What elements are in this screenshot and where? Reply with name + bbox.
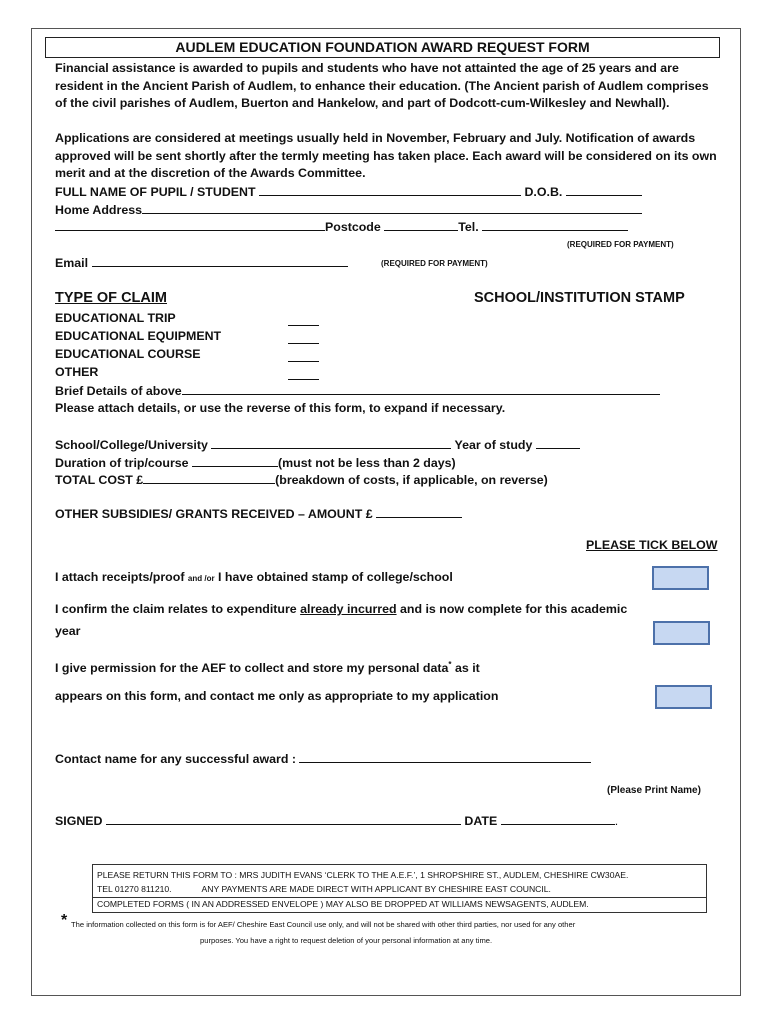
address-line-2-field[interactable] [55,219,325,231]
full-name-row [55,184,642,200]
claim-other-tick[interactable] [288,368,319,380]
full-name-field[interactable] [259,184,521,196]
footnote-asterisk: * [61,912,68,929]
email-row [55,255,348,271]
confirm-tick-box[interactable] [653,621,710,645]
permission-text-b: as it [454,661,480,676]
home-address-field[interactable] [142,202,642,214]
postcode-row [55,219,628,235]
please-tick-heading: PLEASE TICK BELOW [586,538,718,552]
tel-label: Tel. [458,220,479,234]
total-cost-note: (breakdown of costs, if applicable, on reverse) [275,473,548,487]
receipts-tick-box[interactable] [652,566,709,590]
subsidies-field[interactable] [376,506,462,518]
contact-row [55,751,591,767]
receipts-statement [55,570,453,586]
claim-type-trip: EDUCATIONAL TRIP [55,311,176,325]
permission-text-c: appears on this form, and contact me only as appropriate to my application [55,689,499,703]
meetings-paragraph: Applications are considered at meetings usually held in November, February and July. Notification of awards approved will be sent shortly after the termly meeting has taken place. Each award will be considered on its own merit and at the discretion of the Awards Committee. [55,131,717,181]
home-address-row [55,202,642,218]
email-required-note: (REQUIRED FOR PAYMENT) [381,259,488,268]
home-address-label: Home Address [55,203,142,217]
duration-row [55,455,456,471]
confirm-text-year: year [55,624,81,638]
data-privacy-note: The information collected on this form is for AEF/ Cheshire East Council use only, and will not be shared with other third parties, nor used for any other [71,920,576,929]
footer-tel: TEL 01270 811210. [97,884,172,894]
full-name-label: FULL NAME OF PUPIL / STUDENT [55,185,256,199]
tel-payment-line [97,884,551,895]
permission-text-a: I give permission for the AEF to collect and store my personal data [55,661,449,676]
total-cost-field[interactable] [143,472,275,484]
brief-details-label: Brief Details of above [55,384,182,398]
claim-equipment-tick[interactable] [288,332,319,344]
type-of-claim-heading: TYPE OF CLAIM [55,290,167,306]
year-of-study-field[interactable] [536,437,580,449]
signed-row [55,813,618,829]
subsidies-row [55,506,462,522]
email-label: Email [55,256,89,270]
duration-label: Duration of trip/course [55,456,189,470]
total-cost-row [55,472,548,488]
signed-label: SIGNED [55,814,103,828]
date-dot: . [614,814,619,828]
duration-note: (must not be less than 2 days) [278,456,456,470]
footer-divider [93,897,706,898]
postcode-field[interactable] [384,219,458,231]
school-row [55,437,580,453]
permission-tick-box[interactable] [655,685,712,709]
claim-type-course: EDUCATIONAL COURSE [55,347,201,361]
claim-trip-tick[interactable] [288,314,319,326]
return-address-line: PLEASE RETURN THIS FORM TO : MRS JUDITH EVANS ‘CLERK TO THE A.E.F.’, 1 SHROPSHIRE ST., AUDLEM, CHESHIRE CW30AE. [97,870,629,880]
contact-name-field[interactable] [299,751,591,763]
receipts-text-b: I have obtained stamp of college/school [218,570,453,584]
brief-details-row [55,383,660,399]
signature-field[interactable] [106,813,461,825]
return-address-box [92,864,707,913]
stamp-heading: SCHOOL/INSTITUTION STAMP [474,290,685,306]
postcode-label: Postcode [325,220,381,234]
permission-statement [55,657,480,676]
school-label: School/College/University [55,438,208,452]
permission-asterisk: * [448,660,452,669]
footer-payments: ANY PAYMENTS ARE MADE DIRECT WITH APPLICANT BY CHESHIRE EAST COUNCIL. [201,884,551,894]
date-label: DATE [464,814,498,828]
tel-field[interactable] [482,219,628,231]
year-of-study-label: Year of study [454,438,533,452]
receipts-text-a: I attach receipts/proof [55,570,185,584]
claim-type-equipment: EDUCATIONAL EQUIPMENT [55,329,222,343]
dob-field[interactable] [566,184,642,196]
brief-details-field[interactable] [182,383,660,395]
confirm-text-b: and is now complete for this academic [400,602,628,616]
drop-off-line: COMPLETED FORMS ( IN AN ADDRESSED ENVELOPE ) MAY ALSO BE DROPPED AT WILLIAMS NEWSAGENTS, AUDLEM. [97,899,589,909]
confirm-text-a: I confirm the claim relates to expenditure [55,602,297,616]
confirm-already-incurred: already incurred [300,602,397,616]
subsidies-label: OTHER SUBSIDIES/ GRANTS RECEIVED – AMOUNT £ [55,507,373,521]
receipts-andor: and /or [187,574,215,583]
intro-paragraph: Financial assistance is awarded to pupils and students who have not attainted the age of 25 years and are resident in the Ancient Parish of Audlem, to enhance their education. (The Ancient parish of Audlem comprises of the civil parishes of Audlem, Buerton and Hankelow, and part of Dodcott-cum-Wilkesley and Newhall). [55,61,709,111]
confirm-statement [55,602,627,617]
claim-course-tick[interactable] [288,350,319,362]
form-title: AUDLEM EDUCATION FOUNDATION AWARD REQUEST FORM [45,37,720,58]
school-field[interactable] [211,437,451,449]
attach-details-note: Please attach details, or use the reverse of this form, to expand if necessary. [55,401,506,415]
print-name-note: (Please Print Name) [607,785,701,796]
date-field[interactable] [501,813,615,825]
contact-label: Contact name for any successful award : [55,752,297,766]
tel-required-note: (REQUIRED FOR PAYMENT) [567,240,674,249]
total-cost-label: TOTAL COST £ [55,473,144,487]
duration-field[interactable] [192,455,278,467]
email-field[interactable] [92,255,348,267]
data-deletion-note: purposes. You have a right to request deletion of your personal information at any time. [200,936,493,945]
dob-label: D.O.B. [524,185,563,199]
claim-type-other: OTHER [55,365,99,379]
